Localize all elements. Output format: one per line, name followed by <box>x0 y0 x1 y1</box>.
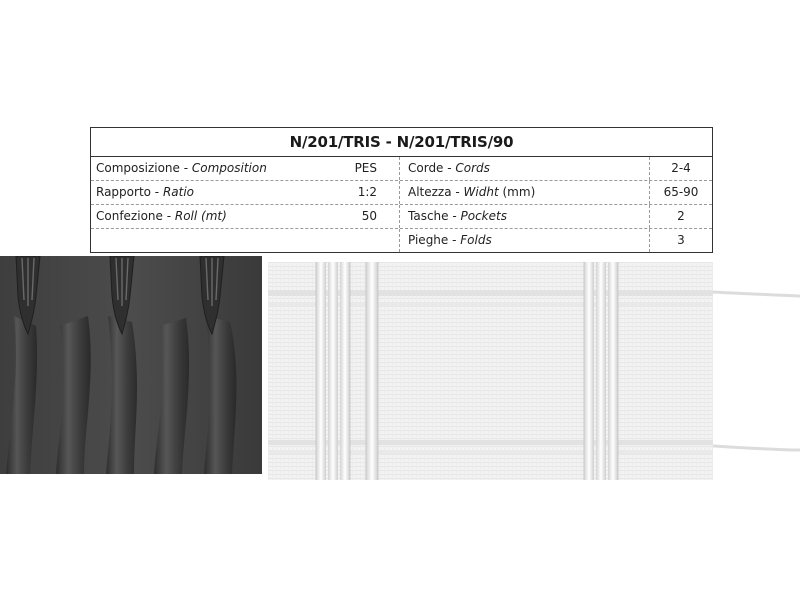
ratio-label: Rapporto - Ratio <box>96 185 195 199</box>
cords-value: 2-4 <box>649 157 712 180</box>
pockets-label: Tasche - Pockets <box>399 205 649 228</box>
spec-row <box>91 180 712 204</box>
roll-value: 50 <box>361 209 377 223</box>
composition-value: PES <box>354 161 377 175</box>
roll-label: Confezione - Roll (mt) <box>96 209 227 223</box>
height-value: 65-90 <box>649 181 712 204</box>
pleat-tape-photo <box>268 262 800 480</box>
height-label: Altezza - Widht (mm) <box>399 181 649 204</box>
pockets-value: 2 <box>649 205 712 228</box>
empty-label <box>91 229 341 252</box>
empty-value <box>341 229 399 252</box>
spec-table <box>90 127 713 253</box>
folds-label: Pieghe - Folds <box>399 229 649 252</box>
composition-label: Composizione - Composition <box>96 161 267 175</box>
spec-row <box>91 157 712 180</box>
spec-row <box>91 228 712 252</box>
curtain-photo <box>0 256 262 474</box>
cords-label: Corde - Cords <box>399 157 649 180</box>
ratio-value: 1:2 <box>357 185 377 199</box>
spec-row <box>91 204 712 228</box>
product-title: N/201/TRIS - N/201/TRIS/90 <box>91 128 712 157</box>
folds-value: 3 <box>649 229 712 252</box>
